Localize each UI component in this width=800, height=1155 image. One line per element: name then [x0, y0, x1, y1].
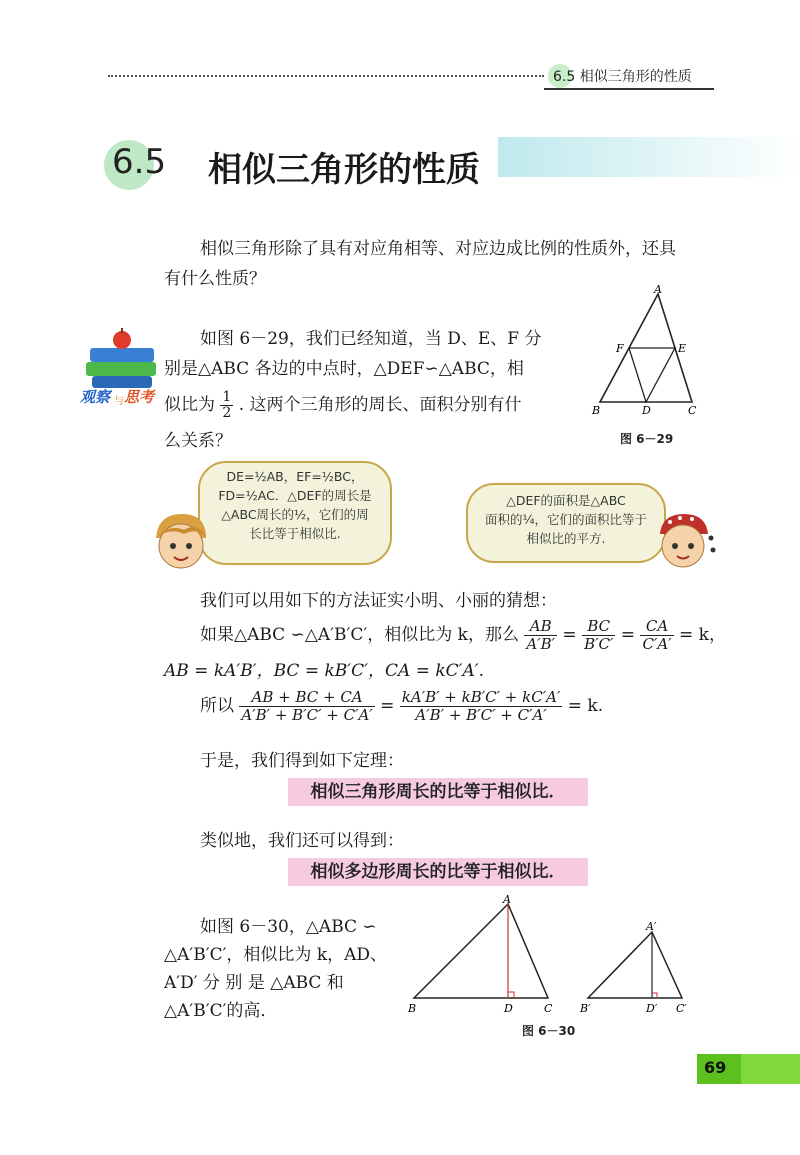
fig630-line-1: 如图 6－30，△ABC ∽	[200, 917, 377, 937]
svg-text:与: 与	[114, 396, 124, 407]
label-c: C	[688, 404, 697, 417]
svg-text:思考: 思考	[124, 388, 155, 406]
proof-line-2-pre: 如果△ABC ∽△A′B′C′，相似比为 k，那么	[200, 625, 519, 645]
observe-line-3-pre: 似比为	[164, 395, 215, 415]
theorem-intro: 于是，我们得到如下定理：	[200, 751, 404, 771]
figure-6-30	[400, 890, 700, 1020]
triangle-abc-prime	[588, 932, 682, 998]
figure-6-29	[588, 284, 706, 424]
intro-line-1: 相似三角形除了具有对应角相等、对应边成比例的性质外，还具	[200, 239, 676, 259]
fraction-k-sum: $\frac{kA'B' + kB'C' + kC'A'}{A'B' + B'C' + C'A'}$	[401, 688, 561, 724]
header-rule	[544, 88, 714, 90]
ratio-numerator: 1	[222, 389, 232, 405]
proof-line-2-post: = k，	[679, 625, 726, 645]
proof-line-4: 所以 $\frac{AB + BC + CA}{A'B' + B'C' + C'A'}$ = $\frac{kA'B' + kB'C' + kC'A'}{A'B' + B'C' + C'A'}$ = k.	[200, 688, 604, 724]
theorem-statement-polygon: 相似多边形周长的比等于相似比．	[288, 858, 588, 886]
label-c-630: C	[544, 1002, 553, 1015]
label-f: F	[616, 342, 624, 355]
ratio-denominator: 2	[222, 405, 232, 421]
bubble-left-line-4: 长比等于相似比.	[249, 526, 341, 541]
triangle-def	[629, 348, 675, 402]
intro-line-2: 有什么性质？	[164, 269, 266, 289]
triangle-abc-630	[414, 904, 548, 998]
header-dotted-rule	[108, 75, 544, 77]
label-c-prime: C′	[676, 1002, 687, 1015]
section-title: 相似三角形的性质	[208, 150, 480, 190]
bubble-right-line-1: △DEF的面积是△ABC	[506, 493, 626, 508]
observe-line-3	[164, 390, 522, 421]
label-e: E	[678, 342, 687, 355]
fig630-line-2: △A′B′C′，相似比为 k，AD、	[164, 945, 388, 965]
boy-avatar-icon	[150, 510, 212, 574]
bubble-left-line-3: △ABC周长的½，它们的周	[221, 507, 369, 522]
label-a: A	[654, 284, 662, 296]
label-d-prime: D′	[646, 1002, 658, 1015]
observe-line-2: 别是△ABC 各边的中点时，△DEF∽△ABC，相	[164, 359, 524, 379]
fig630-line-3: A′D′ 分 别 是 △ABC 和	[164, 973, 344, 993]
label-b: B	[592, 404, 601, 417]
title-band	[498, 137, 800, 177]
label-b-prime: B′	[580, 1002, 591, 1015]
speech-bubble-xiaoming	[198, 461, 392, 565]
proof-line-4-post: = k.	[567, 696, 604, 716]
label-b-630: B	[408, 1002, 417, 1015]
label-a-prime: A′	[646, 920, 657, 933]
theorem-intro-2: 类似地，我们还可以得到：	[200, 831, 404, 851]
right-angle-d	[508, 992, 514, 998]
ratio-fraction	[220, 390, 233, 421]
bubble-right-line-2: 面积的¼，它们的面积比等于	[484, 512, 648, 527]
figure-6-30-caption: 图 6－30	[522, 1024, 576, 1038]
page-number: 69	[704, 1058, 727, 1077]
svg-text:观察: 观察	[80, 388, 111, 406]
speech-bubble-xiaoli	[466, 483, 666, 563]
section-number: 6.5	[112, 142, 167, 182]
theorem-statement-perimeter: 相似三角形周长的比等于相似比．	[288, 778, 588, 806]
label-d: D	[642, 404, 651, 417]
fraction-perimeter-sum: $\frac{AB + BC + CA}{A'B' + B'C' + C'A'}$	[241, 688, 373, 724]
proof-line-3: AB = kA′B′，BC = kB′C′，CA = kC′A′.	[164, 661, 485, 681]
bubble-left-line-1: DE=½AB，EF=½BC，	[226, 469, 364, 484]
girl-avatar-icon	[652, 508, 718, 572]
running-title: 6.5 相似三角形的性质	[553, 69, 692, 85]
fraction-ca: $\frac{CA}{C'A'}$	[642, 617, 672, 653]
label-a-630: A	[503, 893, 511, 906]
proof-line-1: 我们可以用如下的方法证实小明、小丽的猜想：	[200, 591, 557, 611]
proof-line-2: 如果△ABC ∽△A′B′C′，相似比为 k，那么 $\frac{AB}{A'B'}$ = $\frac{BC}{B'C'}$ = $\frac{CA}{C'A'}$ = k，	[200, 617, 726, 653]
figure-6-29-caption: 图 6－29	[620, 432, 674, 446]
observe-line-3-post: . 这两个三角形的周长、面积分别有什	[238, 395, 522, 415]
fraction-ab: $\frac{AB}{A'B'}$	[526, 617, 556, 653]
proof-line-4-pre: 所以	[200, 696, 234, 716]
label-d-630: D	[504, 1002, 513, 1015]
fig630-line-4: △A′B′C′的高．	[164, 1001, 278, 1021]
observe-line-4: 么关系？	[164, 431, 232, 451]
bubble-left-line-2: FD=½AC．△DEF的周长是	[218, 488, 372, 503]
observe-think-books-icon	[76, 322, 166, 408]
bubble-right-line-3: 相似比的平方.	[526, 531, 606, 546]
observe-line-1: 如图 6－29，我们已经知道，当 D、E、F 分	[200, 329, 542, 349]
fraction-bc: $\frac{BC}{B'C'}$	[584, 617, 614, 653]
